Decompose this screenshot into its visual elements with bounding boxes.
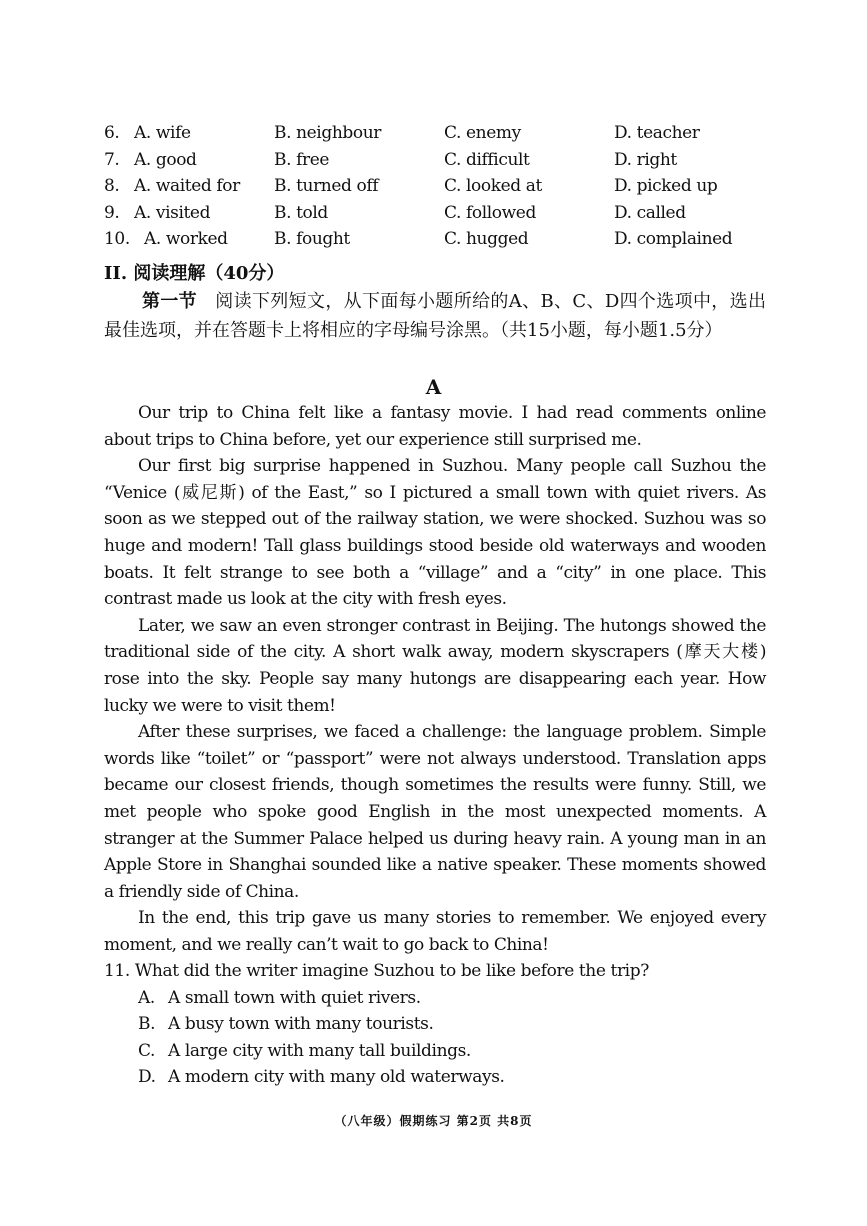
option-b: B. turned off	[274, 176, 379, 196]
option-c: C. followed	[444, 203, 536, 223]
option-a: A. waited for	[134, 176, 240, 196]
passage-title: A	[425, 375, 442, 399]
section-instructions	[104, 287, 766, 345]
option-d: D. called	[614, 203, 686, 223]
passage-paragraph: In the end, this trip gave us many stories to remember. We enjoyed every moment, and we really can’t wait to go back to China!	[104, 908, 766, 955]
answer-text: A large city with many tall buildings.	[168, 1040, 471, 1061]
answer-label: A.	[138, 987, 155, 1008]
question-number: 8.	[104, 176, 120, 196]
answer-option-c	[104, 1038, 766, 1065]
answer-option-d	[104, 1064, 766, 1091]
section-heading: II. 阅读理解（40分）	[104, 263, 285, 284]
question-number: 10.	[104, 229, 130, 249]
question-number: 6.	[104, 123, 120, 143]
answer-label: D.	[138, 1067, 156, 1088]
answer-text: A small town with quiet rivers.	[168, 987, 421, 1008]
option-a: A. worked	[144, 229, 228, 249]
question-11	[104, 958, 766, 1091]
question-text: What did the writer imagine Suzhou to be like before the trip?	[134, 961, 649, 981]
option-c: C. hugged	[444, 229, 529, 249]
option-b: B. told	[274, 203, 328, 223]
answer-option-a	[104, 985, 766, 1012]
option-d: D. picked up	[614, 176, 718, 196]
answer-option-b	[104, 1011, 766, 1038]
option-c: C. enemy	[444, 123, 521, 143]
option-a: A. good	[134, 150, 197, 170]
question-stem	[104, 958, 766, 985]
passage-paragraph: Our first big surprise happened in Suzhou. Many people call Suzhou the “Venice (威尼斯) of the East,” so I pictured a small town with quiet rivers. As soon as we stepped out of the railway station, we were shocked. Suzhou was so huge and modern! Tall glass buildings stood beside old waterways and wooden boats. It felt strange to see both a “village” and a “city” in one place. This contrast made us look at the city with fresh eyes.	[104, 456, 766, 610]
option-d: D. teacher	[614, 123, 700, 143]
passage-body	[104, 400, 766, 958]
option-b: B. fought	[274, 229, 350, 249]
answer-text: A busy town with many tourists.	[168, 1014, 434, 1035]
instruction-text: 阅读下列短文，从下面每小题所给的A、B、C、D四个选项中，选出最佳选项，并在答题卡上将相应的字母编号涂黑。（共15小题，每小题1.5分）	[104, 291, 766, 341]
passage-paragraph: Our trip to China felt like a fantasy movie. I had read comments online about trips to China before, yet our experience still surprised me.	[104, 403, 766, 450]
page-footer: （八年级）假期练习 第2页 共8页	[334, 1114, 533, 1128]
question-number: 9.	[104, 203, 120, 223]
option-a: A. wife	[134, 123, 191, 143]
question-number: 11.	[104, 961, 130, 981]
option-b: B. free	[274, 150, 330, 170]
passage-paragraph: After these surprises, we faced a challenge: the language problem. Simple words like “toilet” or “passport” were not always understood. Translation apps became our closest friends, though sometimes the results were funny. Still, we met people who spoke good English in the most unexpected moments. A stranger at the Summer Palace helped us during heavy rain. A young man in an Apple Store in Shanghai sounded like a native speaker. These moments showed a friendly side of China.	[104, 722, 766, 902]
instruction-label: 第一节	[142, 291, 198, 312]
answer-label: C.	[138, 1040, 156, 1061]
option-c: C. looked at	[444, 176, 542, 196]
option-a: A. visited	[134, 203, 211, 223]
option-d: D. complained	[614, 229, 733, 249]
answer-label: B.	[138, 1014, 156, 1035]
option-b: B. neighbour	[274, 123, 381, 143]
answer-text: A modern city with many old waterways.	[168, 1067, 505, 1088]
passage-paragraph: Later, we saw an even stronger contrast in Beijing. The hutongs showed the traditional side of the city. A short walk away, modern skyscrapers (摩天大楼) rose into the sky. People say many hutongs are disappearing each year. How lucky we were to visit them!	[104, 615, 766, 716]
option-d: D. right	[614, 150, 677, 170]
option-c: C. difficult	[444, 150, 530, 170]
question-number: 7.	[104, 150, 120, 170]
